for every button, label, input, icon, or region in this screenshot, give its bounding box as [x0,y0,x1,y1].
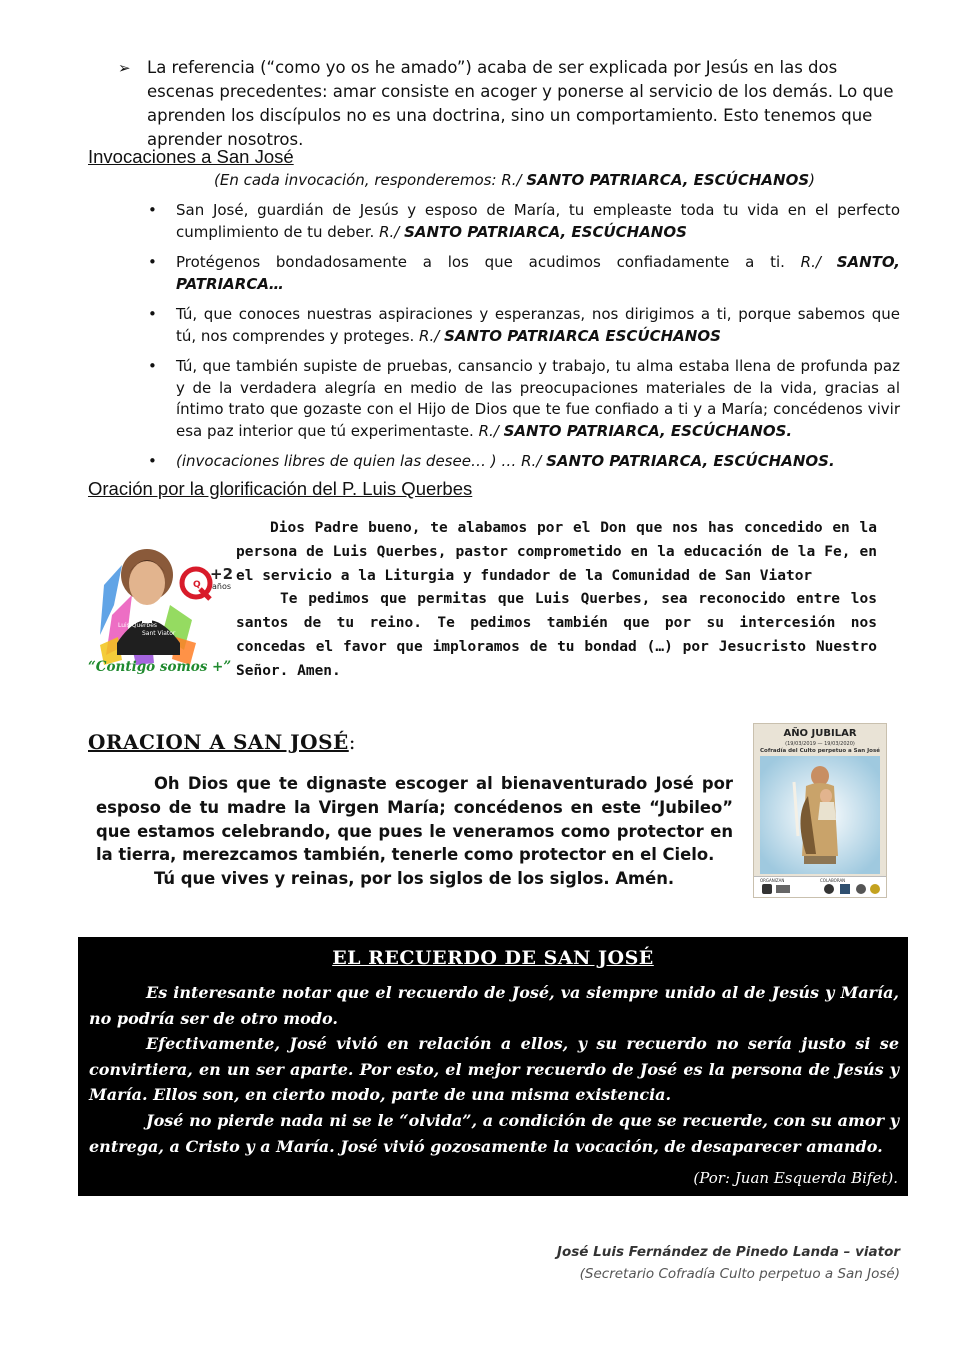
jubilee-poster-image [753,723,887,898]
sponsor-logo-icon [824,884,834,894]
bullet-dot-icon: • [148,253,157,271]
invocation-item: • Tú, que conoces nuestras aspiraciones y esperanzas, nos dirigimos a ti, porque sabemos que tú, nos comprendes y proteges. R./ SANTO PATRIARCA ESCÚCHANOS [148,305,900,345]
querbes-paragraph: Te pedimos que permitas que Luis Querbes, sea reconocido entre los santos de tu reino. Te pedimos también que por su intercesión nos concedas el favor que imploramos de tu bondad (…) por Jesucristo Nuestro Señor. Amen. [236,591,877,679]
querbes-logo [88,525,232,685]
oracion-paragraph: Tú que vives y reinas, por los siglos de los siglos. Amén. [154,869,675,889]
saint-joseph-statue-image [754,756,886,876]
jubilee-subtitle: Cofradía del Culto perpetuo a San José [760,748,880,754]
oracion-paragraph: Oh Dios que te dignaste escoger al bienaventurado José por esposo de tu madre la Virgen María; concédenos en este “Jubileo” que estamos celebrando, que pues le veneramos como protector en la tierra, merezcamos también, tenerle como protector en el Cielo. [96,774,733,865]
intro-paragraph [118,56,903,152]
bullet-dot-icon: • [148,305,157,323]
logo-badge: +2 [210,565,232,583]
sponsor-logo-icon [776,885,790,893]
recuerdo-paragraph: José no pierde nada ni se le “olvida”, a condición de que se recuerde, con su amor y entrega, a Cristo y a María. José vivió gozosamente la vocación, de desaparecer amando. [89,1110,899,1156]
invocation-item: • San José, guardián de Jesús y esposo de María, tu empleaste toda tu vida en el perfecto cumplimiento de tu deber. R./ SANTO PATRIARCA, ESCÚCHANOS [148,201,900,241]
invocation-item: • (invocaciones libres de quien las desee… ) … R./ SANTO PATRIARCA, ESCÚCHANOS. [148,451,900,473]
invocaciones-list [148,200,900,482]
invocaciones-subtitle: (En cada invocación, responderemos: R./ SANTO PATRIARCA, ESCÚCHANOS) [214,171,816,189]
oracion-title: ORACION A SAN JOSÉ: [88,730,357,754]
oracion-prayer [96,772,733,891]
querbes-title: Oración por la glorificación del P. Luis Querbes [88,478,473,499]
intro-text: La referencia (“como yo os he amado”) acaba de ser explicada por Jesús en las dos escenas precedentes: amar consiste en acoger y ponerse al servicio de los demás. Lo que aprenden los discípulos no es una doctrina, sino un comportamiento. Esto tenemos que aprender nosotros. [147,58,894,149]
logo-badge-sub: años [212,582,232,591]
arrow-bullet-icon: ➢ [118,59,131,77]
invocation-item: • Protégenos bondadosamente a los que acudimos confiadamente a ti. R./ SANTO, PATRIARCA… [148,253,901,293]
recuerdo-body [89,980,899,1159]
recuerdo-citation: (Por: Juan Esquerda Bifet). [693,1169,898,1187]
sponsor-logo-icon [870,884,880,894]
querbes-prayer [236,517,877,684]
logo-caption-2: Sant Viator [142,630,176,637]
bullet-dot-icon: • [148,452,157,470]
bullet-dot-icon: • [148,201,157,219]
logo-q-letter: Q [193,580,201,590]
recuerdo-title: EL RECUERDO DE SAN JOSÉ [332,947,654,969]
recuerdo-paragraph: Efectivamente, José vivió en relación a ellos, y su recuerdo no sería justo si se convirtiera, en un ser aparte. Por esto, el mejor recuerdo de José es la persona de Jesús y María. Ellos son, en cierto modo, parte de una misma existencia. [89,1034,899,1105]
invocation-item: • Tú, que también supiste de pruebas, cansancio y trabajo, tu alma estaba llena de profunda paz y de la verdadera alegría en medio de las preocupaciones materiales de la vida, gracias al íntimo trato que gozaste con el Hijo de Dios que te fue confiado a ti y a María; concédenos vivir esa paz interior que tú experimentaste. R./ SANTO PATRIARCA, ESCÚCHANOS. [148,357,900,440]
bullet-dot-icon: • [148,357,157,375]
signature-role: (Secretario Cofradía Culto perpetuo a San José) [579,1266,900,1282]
logo-slogan: “Contigo somos +” [88,659,232,675]
jubilee-dates: (19/03/2019 — 19/03/2020) [785,741,855,747]
logo-caption-1: Luis Querbes [118,622,158,629]
signature-name: José Luis Fernández de Pinedo Landa – viator [556,1244,900,1260]
invocaciones-title: Invocaciones a San José [88,146,294,167]
recuerdo-box [78,937,908,1196]
querbes-paragraph: Dios Padre bueno, te alabamos por el Don que nos has concedido en la persona de Luis Querbes, pastor comprometido en la educación de la Fe, en el servicio a la Liturgia y fundador de la Comunidad de San Viator [236,520,877,584]
sponsor-logo-icon [840,884,850,894]
jubilee-sponsors-bar: ORGANIZAN COLABORAN [754,876,886,898]
jubilee-title: AÑO JUBILAR [783,728,857,739]
recuerdo-paragraph: Es interesante notar que el recuerdo de José, va siempre unido al de Jesús y María, no podría ser de otro modo. [89,983,899,1028]
sponsor-logo-icon [762,884,772,894]
sponsor-logo-icon [856,884,866,894]
